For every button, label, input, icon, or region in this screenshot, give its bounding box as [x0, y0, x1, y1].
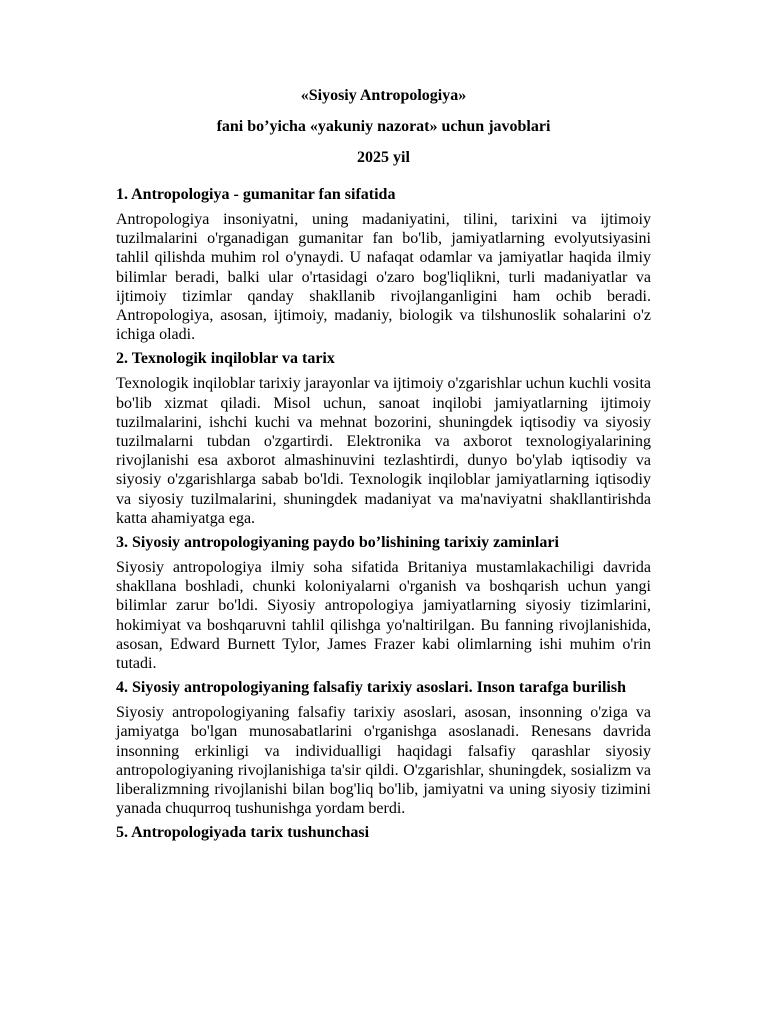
section-heading: 3. Siyosiy antropologiyaning paydo bo’lishining tarixiy zaminlari	[116, 534, 559, 552]
section-body: Siyosiy antropologiya ilmiy soha sifatida Britaniya mustamlakachiligi davrida shakllana boshladi, chunki koloniyalarni o'rganish va boshqarish uchun yangi bilimlar zarur bo'ldi. Siyosiy antropologiya jamiyatlarning siyosiy tizimlarini, hokimiyat va boshqaruvni tahlil qilishga yo'naltirilgan. Bu fanning rivojlanishida, asosan, Edward Burnett Tylor, James Frazer kabi olimlarning ishi muhim o'rin tutadi.	[116, 559, 651, 673]
section-1	[116, 185, 651, 344]
document-title: «Siyosiy Antropologiya»	[300, 87, 467, 104]
section-heading: 5. Antropologiyada tarix tushunchasi	[116, 824, 370, 842]
section-body: Texnologik inqiloblar tarixiy jarayonlar va ijtimoiy o'zgarishlar uchun kuchli vosita bo'lib xizmat qiladi. Misol uchun, sanoat inqilobi jamiyatlarning ijtimoiy tuzilmalarini, ishchi kuchi va mehnat bozorini, shuningdek iqtisodiy va siyosiy tuzilmalarni tubdan o'zgartirdi. Elektronika va axborot texnologiyalarining rivojlanishi esa axborot almashinuvini tezlashtirdi, dunyo bo'ylab iqtisodiy va siyosiy o'zgarishlarga sabab bo'ldi. Texnologik inqiloblar jamiyatlarning iqtisodiy va siyosiy tuzilmalarini, shuningdek madaniyat va ma'naviyatni shakllantirishda katta ahamiyatga ega.	[116, 375, 651, 527]
section-4	[116, 678, 651, 818]
document-year: 2025 yil	[357, 149, 410, 166]
section-2	[116, 349, 651, 528]
section-heading: 1. Antropologiya - gumanitar fan sifatida	[116, 186, 396, 203]
section-heading: 4. Siyosiy antropologiyaning falsafiy tarixiy asoslari. Inson tarafga burilish	[116, 679, 626, 697]
section-5	[116, 823, 651, 842]
document-subtitle: fani bo’yicha «yakuniy nazorat» uchun javoblari	[216, 118, 551, 135]
section-body: Siyosiy antropologiyaning falsafiy tarixiy asoslari, asosan, insonning o'ziga va jamiyatga bo'lgan munosabatlarini o'rganishga asoslanadi. Renesans davrida insonning erkinligi va individualligi haqidagi falsafiy qarashlar siyosiy antropologiyaning rivojlanishiga ta'sir qildi. O'zgarishlar, shuningdek, sosializm va liberalizmning rivojlanishi bilan bog'liq bo'lib, jamiyatni va uning siyosiy tizimini yanada chuqurroq tushunishga yordam berdi.	[116, 704, 651, 818]
section-body: Antropologiya insoniyatni, uning madaniyatini, tilini, tarixini va ijtimoiy tuzilmalarini o'rganadigan gumanitar fan bo'lib, jamiyatlarning evolyutsiyasini tahlil qilishda muhim rol o'ynaydi. U nafaqat odamlar va jamiyatlar haqida ilmiy bilimlar beradi, balki ular o'rtasidagi o'zaro bog'liqlikni, turli madaniyatlar va ijtimoiy tizimlar qanday shakllanib rivojlanganligini ham ochib beradi. Antropologiya, asosan, ijtimoiy, madaniy, biologik va tilshunoslik sohalarini o'z ichiga oladi.	[116, 211, 651, 344]
section-3	[116, 533, 651, 673]
section-heading: 2. Texnologik inqiloblar va tarix	[116, 350, 335, 368]
document-page	[116, 86, 651, 848]
